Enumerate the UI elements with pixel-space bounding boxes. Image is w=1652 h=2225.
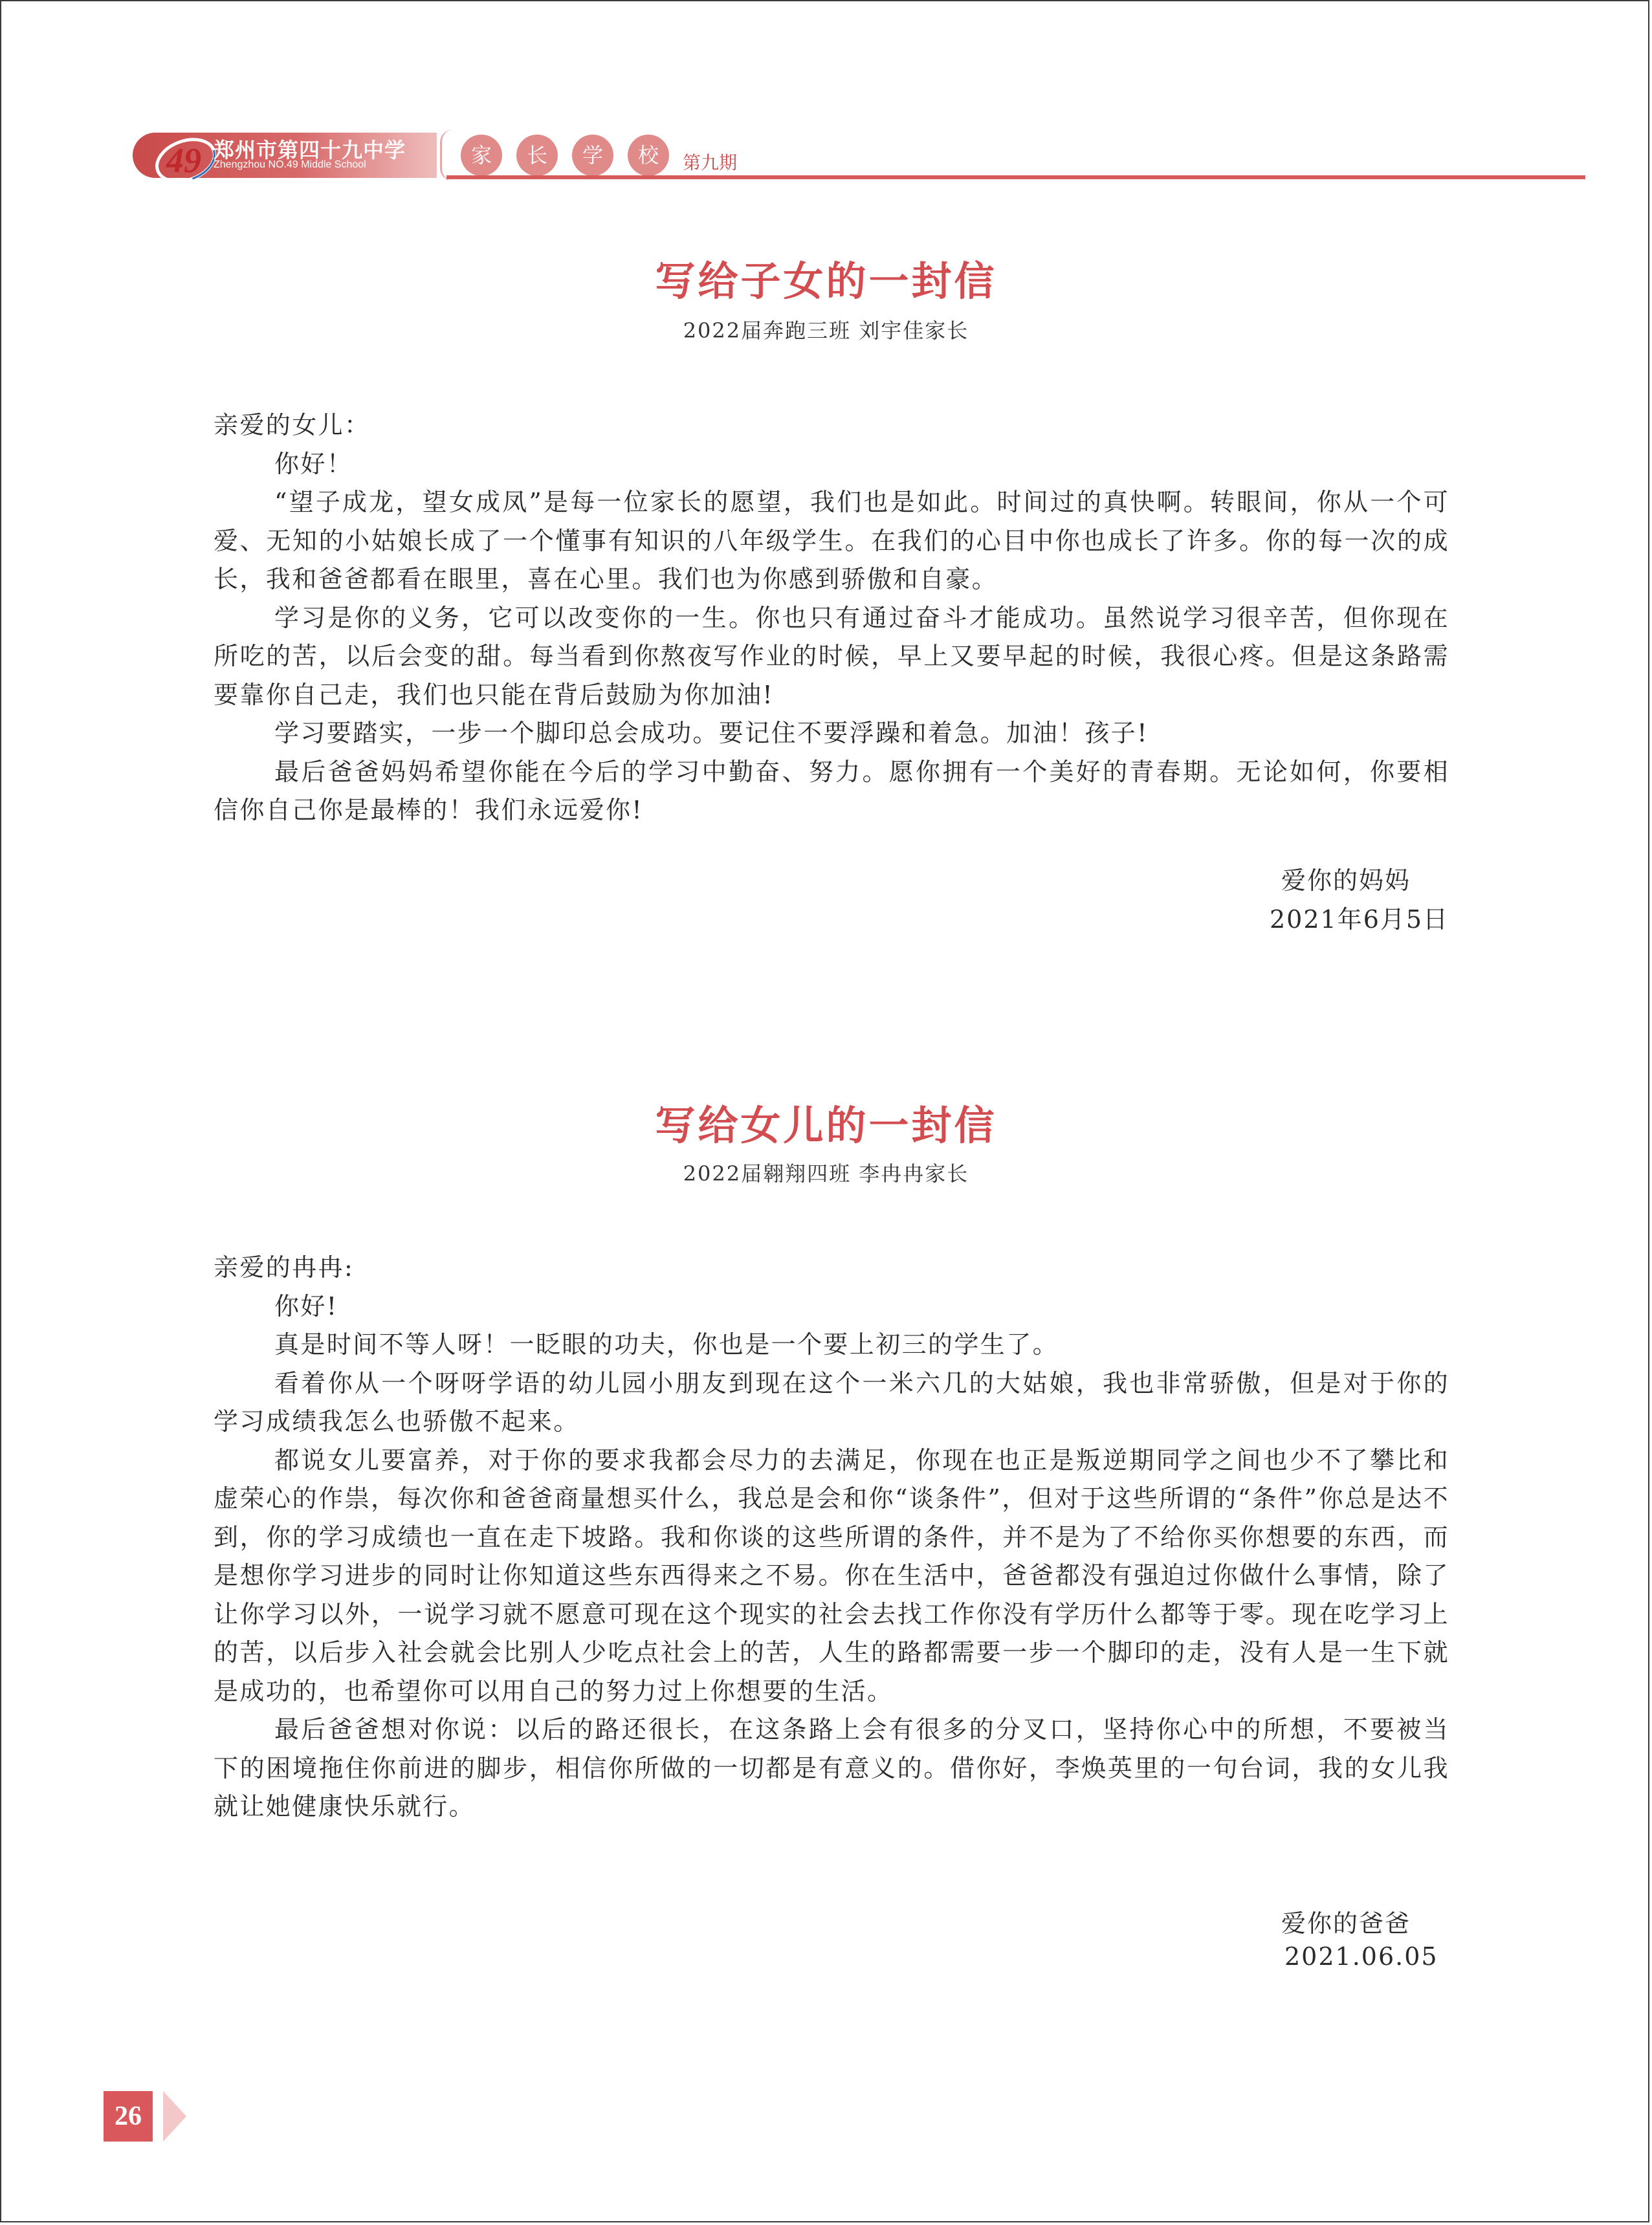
letter1-paragraph: 学习是你的义务，它可以改变你的一生。你也只有通过奋斗才能成功。虽然说学习很辛苦，但你现在所吃的苦，以后会变的甜。每当看到你熬夜写作业的时候，早上又要早起的时候，我很心疼。但是这条路需要靠你自己走，我们也只能在背后鼓励为你加油! [214, 603, 1449, 709]
letter2-paragraph: 看着你从一个呀呀学语的幼儿园小朋友到现在这个一米六几的大姑娘，我也非常骄傲，但是对于你的学习成绩我怎么也骄傲不起来。 [214, 1368, 1449, 1436]
column-char-zhang: 长 [516, 135, 558, 176]
letter2-signature: 爱你的爸爸 [1281, 1909, 1411, 1938]
school-name: 郑州市第四十九中学 [214, 138, 406, 162]
letter2-paragraph: 都说女儿要富养，对于你的要求我都会尽力的去满足，你现在也正是叛逆期同学之间也少不了攀比和虚荣心的作祟，每次你和爸爸商量想买什么，我总是会和你“谈条件”，但对于这些所谓的“条件”你总是达不到，你的学习成绩也一直在走下坡路。我和你谈的这些所谓的条件，并不是为了不给你买你想要的东西，而是想你学习进步的同时让你知道这些东西得来之不易。你在生活中，爸爸都没有强迫过你做什么事情，除了让你学习以外，一说学习就不愿意可现在这个现实的社会去找工作你没有学历什么都等于零。现在吃学习上的苦，以后步入社会就会比别人少吃点社会上的苦，人生的路都需要一步一个脚印的走，没有人是一生下就是成功的，也希望你可以用自己的努力过上你想要的生活。 [214, 1445, 1449, 1705]
logo-text: 49 [166, 141, 201, 180]
column-char-jia: 家 [461, 135, 502, 176]
school-logo-icon [152, 128, 223, 186]
school-name-en: Zhengzhou NO.49 Middle School [214, 159, 366, 170]
letter2-body [214, 1249, 1449, 1826]
letter2-paragraph: 最后爸爸想对你说：以后的路还很长，在这条路上会有很多的分叉口，坚持你心中的所想，不要被当下的困境拖住你前进的脚步，相信你所做的一切都是有意义的。借你好，李焕英里的一句台词，我的女儿我就让她健康快乐就行。 [214, 1715, 1449, 1821]
letter1-paragraph: 最后爸爸妈妈希望你能在今后的学习中勤奋、努力。愿你拥有一个美好的青春期。无论如何，你要相信你自己你是最棒的！我们永远爱你! [214, 757, 1449, 824]
letter1-salutation: 亲爱的女儿： [214, 411, 371, 439]
letter1-body [214, 406, 1449, 830]
letter2-title: 写给女儿的一封信 [655, 1102, 997, 1149]
letter1-byline: 2022届奔跑三班 刘宇佳家长 [683, 318, 969, 343]
letter2-date: 2021.06.05 [1284, 1942, 1438, 1971]
issue-label: 第九期 [683, 152, 738, 173]
letter2-byline: 2022届翱翔四班 李冉冉家长 [683, 1161, 969, 1186]
letter1-date: 2021年6月5日 [1270, 905, 1449, 934]
letter1-signature: 爱你的妈妈 [1281, 866, 1411, 895]
page-arrow-icon [163, 2091, 186, 2142]
letter1-title: 写给子女的一封信 [655, 258, 997, 305]
page-header [0, 0, 1652, 194]
page-number: 26 [104, 2091, 153, 2142]
letter2-greeting: 你好! [274, 1291, 338, 1321]
column-char-xiao: 校 [628, 135, 669, 176]
column-char-xue: 学 [572, 135, 613, 176]
letter2-salutation: 亲爱的冉冉: [214, 1253, 355, 1282]
letter2-paragraph: 真是时间不等人呀！一眨眼的功夫，你也是一个要上初三的学生了。 [274, 1330, 1059, 1359]
letter1-greeting: 你好！ [274, 449, 353, 478]
letter1-paragraph: “望子成龙，望女成凤”是每一位家长的愿望，我们也是如此。时间过的真快啊。转眼间，你从一个可爱、无知的小姑娘长成了一个懂事有知识的八年级学生。在我们的心目中你也成长了许多。你的每一次的成长，我和爸爸都看在眼里，喜在心里。我们也为你感到骄傲和自豪。 [214, 488, 1449, 593]
header-rule [446, 175, 1585, 179]
banner-separator [440, 129, 455, 181]
letter1-paragraph: 学习要踏实，一步一个脚印总会成功。要记住不要浮躁和着急。加油！孩子! [274, 719, 1149, 747]
